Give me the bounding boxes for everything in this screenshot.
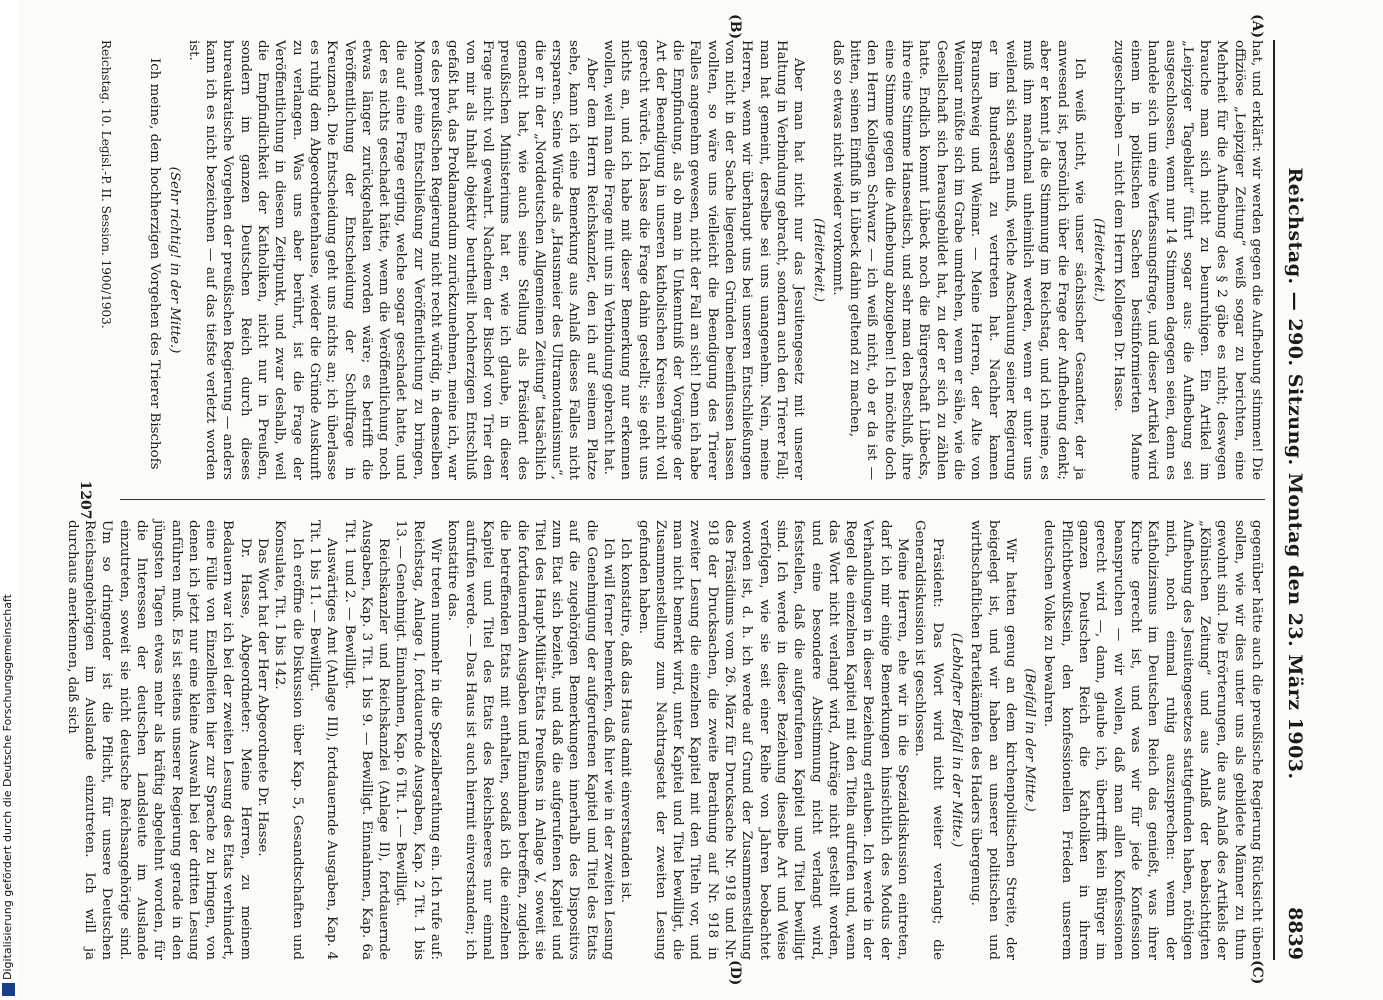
right-paragraph: Reichskanzler und Reichskanzlei (Anlage II), fortdauernde Ausgaben, Kap. 3 Tit. 1 bis 9. — Bewilligt. Einnahmen, Kap. 6a Tit. 1 und 2. — Bewilligt. xyxy=(341,520,392,960)
right-paragraph: Wir hatten genug an dem kirchenpolitischen Streite, der beigelegt ist, und wir haben an unserer politischen und wirthschaftlichen Parteikämpfen des Haders übergenug. xyxy=(968,520,1018,960)
margin-letter-c: (C) xyxy=(1249,960,1265,985)
left-column xyxy=(120,40,1265,480)
column-divider xyxy=(120,499,1265,500)
margin-letter-d: (D) xyxy=(727,960,743,986)
digitization-note-strip xyxy=(0,0,18,1000)
right-column xyxy=(64,520,1265,960)
left-interjection: (Sehr richtig! in der Mitte.) xyxy=(166,166,182,354)
left-paragraph: Ich weiß nicht, wie unser sächsischer Gesandter, der ja anwesend ist, persönlich über die Frage der Aufhebung denkt; aber er kennt ja die Stimmung im Reichstag, und ich meine, es muß ihm manchmal unheimlich werden, wenn er unter uns weilend sich sagen muß, welche Anschauung seiner Regierung er im Bundesrath zu vertreten hat. Nachher kamen Braunschweig und Weimar. — Meine Herren, der Alte von Weimar müßte sich im Grabe umdrehen, wenn er sähe, wie die Gesellschaft sich herausgebildet hat, zu der er sich zu zählen hatte. Endlich kommt Lübeck noch die Bürgerschaft Lübecks, ihre eine Stimme Hanseatisch, und sehr man den Beschluß, ihre eine Stimme gegen die Aufhebung abzugeben! Ich möchte doch den Herrn Kollegen Schwarz — ich weiß nicht, ob er da ist — bitten, seinen Einfluß in Lübeck dahin geltend zu machen, xyxy=(847,40,1088,480)
right-interjection: (Beifall in der Mitte.) xyxy=(1022,668,1038,812)
right-paragraph: gegenüber hätte auch die preußische Regierung Rücksicht üben sollen, wie wir dies unter uns als gebildete Männer zu thun gewohnt sind. Die Erörterungen, die aus Anlaß des Artikels der „Kölnischen Zeitung“ und aus Anlaß der beabsichtigten Aufhebung des Jesuitengesetzes stattgefunden haben, nöthigen mich, noch einmal ruhig auszusprechen: wenn der Katholizismus im Deutschen Reich das genießt, was ihrer Kirche gerecht ist, und was wir für jede Konfession beanspruchen — wir wollen, daß man allen Konfessionen gerecht wird —, dann, glaube ich, übertrifft kein Bürger im ganzen Deutschen Reich die Katholiken in ihrem Pflichtbewußtsein, den konfessionellen Frieden unserem deutschen Volke zu bewahren. xyxy=(1041,520,1264,960)
header-title: Reichstag. — 290. Sitzung. Montag den 23. März 1903. xyxy=(1284,167,1306,780)
right-paragraph: Ich konstatire, daß das Haus damit einverstanden ist. xyxy=(618,538,634,903)
right-paragraph: Das Wort hat der Herr Abgeordnete Dr. Hasse. xyxy=(255,538,271,857)
header-page-number: 8839 xyxy=(1284,907,1306,960)
margin-letter-a: (A) xyxy=(1249,14,1265,39)
margin-letter-b: (B) xyxy=(727,14,743,40)
right-paragraph: Ich eröffne die Diskussion über Kap. 5, Gesandtschaften und Konsulate, Tit. 1 bis 142. xyxy=(272,520,305,960)
left-paragraph: Aber dem Herrn Reichskanzler, den ich auf seinem Platze sehe, kann ich eine Bemerkung aus Anlaß dieses Falles nicht ersparen. Seine Würde als „Hausmeier des Ultramontanismus“, die er in der „Norddeutschen Allgemeinen Zeitung“ tatsächlich gemacht hat, wie auch seine Stellung als Präsident des preußischen Ministeriums hat er, wie ich glaube, in dieser Frage nicht voll gewahrt. Nachdem der Bischof von Trier den von mir als Inhalt objektiv beurtheilt hochherzigen Entschluß gefaßt hat, das Proklamandum zurückzunehmen, meine ich, war es des preußischen Regierung nicht recht würdig, in demselben Moment eine Entschließung zur Veröffentlichung zu bringen, die auf eine Frage erging, welche sogar geschadet hatte, und der es nichts geschadet hätte, wenn die Veröffentlichung noch etwas länger zurückgehalten worden wäre; es betrifft die Veröffentlichung der Entscheidung der Schulfrage in Kreuznach. Die Entscheidung geht uns nichts an; ich überlasse es ruhig dem Abgeordnetenhause, wieder die Gründe Auskunft zu verlangen. Was uns aber berührt, ist die Frage der Veröffentlichung in diesem Zeitpunkt, und zwar deshalb, weil die Empfindlichkeit der Katholiken, nicht nur in Preußen, sondern im ganzen Deutschen Reich durch dieses bureaukratische Vorgehen der preußischen Regierung — anders kann ich es nicht bezeichnen — auf das tiefste verletzt worden ist. xyxy=(185,40,599,480)
left-paragraph: Aber man hat nicht nur das Jesuitengesetz mit unserer Haltung in Verbindung gebracht, sondern auch den Trierer Fall; man hat gemeint, derselbe sei uns unangenehm. Nein, meine Herren, wenn wir überhaupt uns bei unseren Entschließungen von nicht in der Sache liegenden Gründen beeinflussen lassen wollten, so wäre uns vielleicht die Beendigung des Trierer Falles angenehm gewesen, nicht der Fall an sich! Denn ich habe die Empfindung, als ob man in Unkenntniß der Vorgänge der Art der Beendigung in unseren katholischen Kreisen nicht voll gerecht würde. Ich lasse die Frage dahin gestellt; sie geht uns nichts an, und ich habe mit dieser Bemerkung nur erkennen wollen, weil man die Frage mit uns in Verbindung gebracht hat. xyxy=(601,40,807,480)
footer-page-number: 1207 xyxy=(77,480,93,520)
right-paragraph: Meine Herren, ehe wir in die Spezialdiskussion eintreten, darf ich mir einige Bemerkungen hinsichtlich des Modus der Verhandlungen in dieser Beziehung erlauben. Ich werde in der Regel die einzelnen Kapitel mit den Titeln aufrufen und, wenn das Wort nicht verlangt wird, Anträge nicht gestellt worden, und eine besondere Abstimmung nicht verlangt wird, feststellen, daß die aufgerufenen Kapitel und Titel bewilligt sind. Ich werde in dieser Beziehung dieselbe Art und Weise verfolgen, wie sie seit einer Reihe von Jahren beobachtet worden ist, d. h. ich werde auf Grund der Zusammenstellung des Präsidiums vom 26. März für Drucksache Nr. 918 und Nr. 918 der Drucksachen, die zweite Berathung auf Nr. 918 in zweiter Lesung die einzelnen Kapitel mit den Titeln vor, und man nicht bemerkt wird, unter Kapitel und Titel bewilligt, die Zusammenstellung zum Nachtragsetat der zweiten Lesung gefunden haben. xyxy=(635,520,911,960)
page-header xyxy=(1273,40,1315,960)
dfg-logo-icon xyxy=(2,983,15,996)
left-paragraph: hat, und erklärt: wir werden gegen die Aufhebung stimmen! Die offiziöse „Leipziger Zeitung“ weiß sogar zu berichten, eine Mehrheit für die Aufhebung des § 2 gäbe es nicht; deswegen brauche man sich nicht zu beunruhigen. Ein Artikel im „Leipziger Tageblatt“ führt sogar aus: die Aufhebung sei ausgeschlossen, wenn nur 14 Stimmen dagegen seien, denn es handele sich um eine Verfassungsfrage, und dieser Artikel wird einem in politischen Sachen bestinformierten Manne zugeschrieben — nicht dem Herrn Kollegen Dr. Hasse. xyxy=(1110,40,1264,480)
right-paragraph: Präsident: Das Wort wird nicht weiter verlangt; die Generaldiskussion ist geschlossen. xyxy=(912,520,945,960)
right-interjection: (Lebhafter Beifall in der Mitte.) xyxy=(948,632,964,848)
right-paragraph: Dr. Hasse, Abgeordneter: Meine Herren, zu meinem Bedauern war ich bei der zweiten Lesung des Etats verhindert, eine Fülle von Einzelheiten hier zur Sprache zu bringen, von denen ich jetzt nur eine kleine Auswahl bei der dritten Lesung anführen muß. Es ist seitens unserer Regierung gerade in den jüngsten Tagen etwas mehr als kräftig abgelehnt worden, für die Interessen der deutschen Landsleute im Auslande einzutreten, soweit sie nicht deutsche Reichsangehörige sind. Um so dringender ist die Pflicht, für unsere Deutschen Reichsangehörigen im Auslande einzutreten. Ich will ja durchaus anerkennen, daß sich xyxy=(64,520,253,960)
right-paragraph: Wir treten nunmehr in die Spezialberathung ein. Ich rufe auf: Reichstag, Anlage I, fortdauernde Ausgaben, Kap. 2 Tit. 1 bis 13. — Genehmigt. Einnahmen, Kap. 6 Tit. 1. — Bewilligt. xyxy=(393,520,444,960)
footer-session: Reichstag. 10. Legisl.-P. II. Session. 1900/1903. xyxy=(99,40,113,329)
right-paragraph: Auswärtiges Amt (Anlage III), fortdauernde Ausgaben, Kap. 4 Tit. 1 bis 11. — Bewilligt. xyxy=(306,520,340,960)
right-paragraph: Ich will ferner bemerken, daß hier wie in der zweiten Lesung die Genehmigung der aufgerufenen Kapitel und Titel des Etats auf die zugehörigen Bemerkungen innerhalb des Dispositivs zum Etat sich bezieht, und daß die aufgerufenen Kapitel und Titel des Haupt-Militär-Etats Preußens in Anlage V, soweit sie die fortdauernden Ausgaben und Einnahmen betreffen, zugleich die betreffenden Etats mit enthalten, sodaß ich die einzelnen Kapitel und Titel des Etats des Reichsheeres nur einmal aufrufen werde. — Das Haus ist auch hiermit einverstanden; ich konstatire das. xyxy=(445,520,617,960)
left-interjection: (Heiterkeit.) xyxy=(810,218,826,302)
left-paragraph: daß so etwas nicht wieder vorkommt. xyxy=(829,40,845,296)
digitization-note: Digitalisierung gefördert durch die Deutsche Forschungsgemeinschaft xyxy=(1,594,14,980)
left-paragraph: Ich meine, dem hochherzigen Vorgehen des Trierer Bischofs xyxy=(147,58,163,470)
left-interjection: (Heiterkeit.) xyxy=(1091,218,1107,302)
